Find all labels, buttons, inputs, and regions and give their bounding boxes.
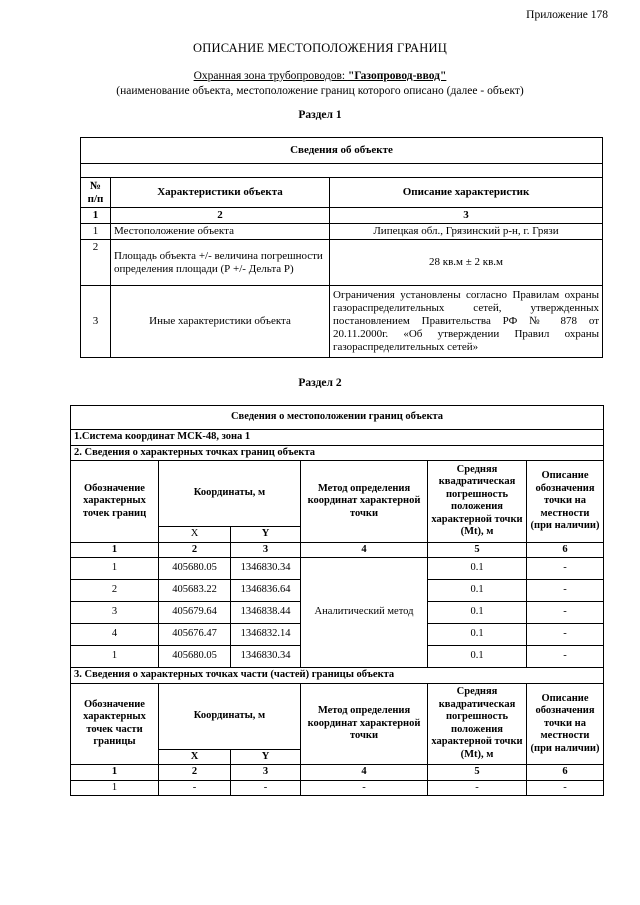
- col-number: 1: [81, 208, 111, 224]
- appendix-label: Приложение 178: [526, 9, 608, 21]
- header-y: Y: [231, 749, 301, 765]
- point-description: -: [527, 558, 604, 580]
- point-error: 0.1: [428, 602, 527, 624]
- header-error: Средняя квадратическая погрешность положения характерной точки (Mt), м: [428, 683, 527, 765]
- object-name-line: [0, 70, 640, 82]
- col-number: 1: [71, 542, 159, 558]
- row-value: Липецкая обл., Грязинский р-н, г. Грязи: [330, 224, 603, 240]
- object-info-title: Сведения об объекте: [81, 138, 603, 164]
- point-label: 3: [71, 602, 159, 624]
- header-x: X: [159, 527, 231, 543]
- col-number: 5: [428, 765, 527, 781]
- point-y: 1346832.14: [231, 624, 301, 646]
- boundary-table-title: Сведения о местоположении границ объекта: [71, 406, 604, 430]
- table-row: [71, 558, 604, 580]
- header-point-description: Описание обозначения точки на местности (при наличии): [527, 683, 604, 765]
- header-coordinates: Координаты, м: [159, 461, 301, 527]
- point-y: 1346836.64: [231, 580, 301, 602]
- part2-title: 2. Сведения о характерных точках границ объекта: [71, 445, 604, 461]
- point-error: 0.1: [428, 646, 527, 668]
- header-point-description: Описание обозначения точки на местности (при наличии): [527, 461, 604, 543]
- col-number: 3: [231, 542, 301, 558]
- point-x: 405680.05: [159, 646, 231, 668]
- spacer-row: [81, 164, 603, 178]
- col-number: 5: [428, 542, 527, 558]
- document-title: ОПИСАНИЕ МЕСТОПОЛОЖЕНИЯ ГРАНИЦ: [193, 41, 447, 55]
- row-value: Ограничения установлены согласно Правилам охраны газораспределительных сетей, утвержденных постановлением Правительства РФ № 878 от 20.11.2000г. «Об утверждении Правил охраны газораспределительных сетей»: [330, 286, 603, 358]
- point-error: 0.1: [428, 580, 527, 602]
- col-number: 2: [111, 208, 330, 224]
- table-row: [71, 780, 604, 796]
- point-x: 405679.64: [159, 602, 231, 624]
- col-number: 2: [159, 542, 231, 558]
- row-value: 28 кв.м ± 2 кв.м: [330, 240, 603, 286]
- point-description: -: [527, 580, 604, 602]
- section1-heading: Раздел 1: [298, 109, 342, 121]
- col-number: 2: [159, 765, 231, 781]
- point-label: 1: [71, 780, 159, 796]
- object-caption: (наименование объекта, местоположение границ которого описано (далее - объект): [116, 85, 524, 97]
- col-number: 3: [330, 208, 603, 224]
- header-number: № п/п: [81, 178, 111, 208]
- row-number: 2: [81, 240, 111, 286]
- point-y: -: [231, 780, 301, 796]
- point-description: -: [527, 780, 604, 796]
- row-number: 1: [81, 224, 111, 240]
- section2-heading: Раздел 2: [298, 377, 342, 389]
- point-description: -: [527, 624, 604, 646]
- row-characteristic: Иные характеристики объекта: [111, 286, 330, 358]
- point-label: 2: [71, 580, 159, 602]
- point-label: 4: [71, 624, 159, 646]
- row-number: 3: [81, 286, 111, 358]
- point-y: 1346830.34: [231, 558, 301, 580]
- header-description: Описание характеристик: [330, 178, 603, 208]
- point-x: 405680.05: [159, 558, 231, 580]
- header-method: Метод определения координат характерной точки: [301, 461, 428, 543]
- point-y: 1346838.44: [231, 602, 301, 624]
- point-description: -: [527, 646, 604, 668]
- point-x: -: [159, 780, 231, 796]
- point-description: -: [527, 602, 604, 624]
- row-characteristic: Местоположение объекта: [111, 224, 330, 240]
- header-characteristic: Характеристики объекта: [111, 178, 330, 208]
- part3-title: 3. Сведения о характерных точках части (частей) границы объекта: [71, 668, 604, 684]
- point-error: 0.1: [428, 624, 527, 646]
- object-info-table: [80, 137, 603, 358]
- point-x: 405683.22: [159, 580, 231, 602]
- header-coordinates: Координаты, м: [159, 683, 301, 749]
- row-characteristic: Площадь объекта +/- величина погрешности определения площади (Р +/- Дельта Р): [111, 240, 330, 286]
- header-method: Метод определения координат характерной точки: [301, 683, 428, 765]
- col-number: 4: [301, 765, 428, 781]
- point-error: 0.1: [428, 558, 527, 580]
- point-error: -: [428, 780, 527, 796]
- col-number: 3: [231, 765, 301, 781]
- point-method: -: [301, 780, 428, 796]
- point-label: 1: [71, 558, 159, 580]
- col-number: 4: [301, 542, 428, 558]
- col-number: 6: [527, 542, 604, 558]
- header-point: Обозначение характерных точек границ: [71, 461, 159, 543]
- method-value: Аналитический метод: [301, 558, 428, 668]
- object-name: "Газопровод-ввод": [347, 70, 447, 82]
- point-label: 1: [71, 646, 159, 668]
- header-part-point: Обозначение характерных точек части границы: [71, 683, 159, 765]
- object-type: Охранная зона трубопроводов:: [193, 70, 348, 82]
- col-number: 1: [71, 765, 159, 781]
- col-number: 6: [527, 765, 604, 781]
- point-x: 405676.47: [159, 624, 231, 646]
- header-error: Средняя квадратическая погрешность положения характерной точки (Mt), м: [428, 461, 527, 543]
- header-x: X: [159, 749, 231, 765]
- coordinate-system: 1.Система координат МСК-48, зона 1: [71, 430, 604, 446]
- point-y: 1346830.34: [231, 646, 301, 668]
- boundary-location-table: [70, 405, 604, 796]
- header-y: Y: [231, 527, 301, 543]
